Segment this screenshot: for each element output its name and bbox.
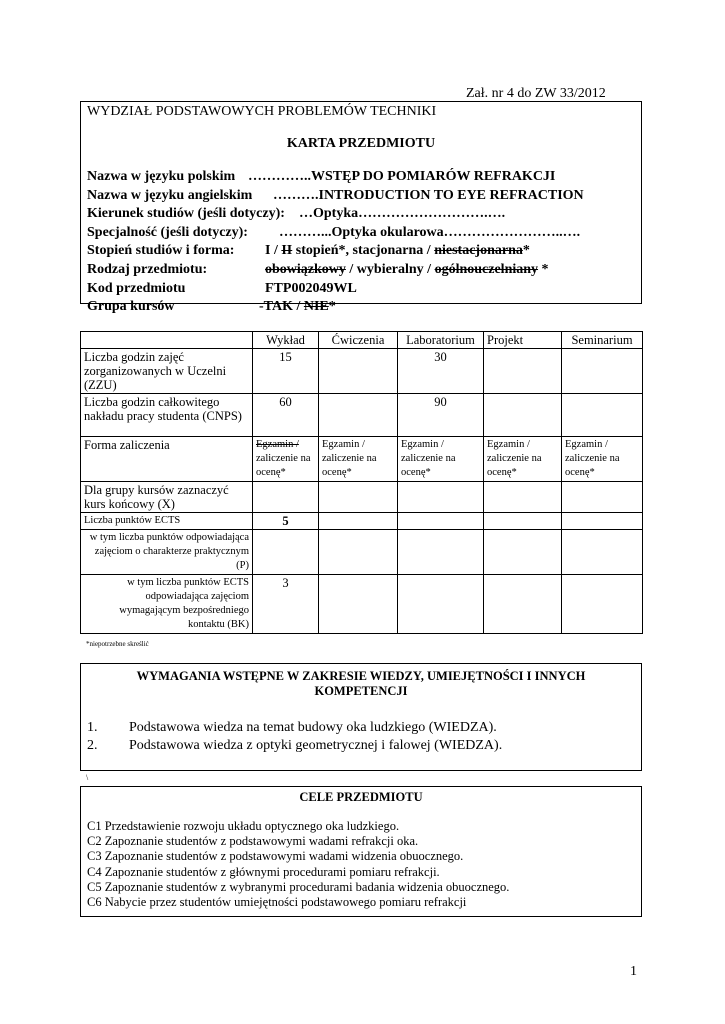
- header-seminar: Seminarium: [562, 332, 643, 349]
- name-en-value: ……….INTRODUCTION TO EYE REFRACTION: [273, 187, 584, 203]
- level-row: [87, 242, 635, 261]
- cnps-seminar: [562, 394, 643, 437]
- p-seminar: [562, 530, 643, 575]
- table-row: [81, 482, 643, 513]
- form-lab: Egzamin / zaliczenie na ocenę*: [398, 437, 484, 482]
- course-header-box: [80, 101, 642, 315]
- attachment-note: Zał. nr 4 do ZW 33/2012: [466, 86, 606, 101]
- goals-title: CELE PRZEDMIOTU: [299, 790, 423, 804]
- final-lecture: [253, 482, 319, 513]
- list-number: 1.: [87, 720, 98, 735]
- list-number: 2.: [87, 738, 98, 753]
- group-asterisk: *: [328, 299, 336, 315]
- list-text: Podstawowa wiedza z optyki geometrycznej i falowej (WIEDZA).: [129, 738, 503, 753]
- form-lecture-exam-struck: Egzamin /: [256, 439, 299, 450]
- course-info: [87, 168, 635, 317]
- p-project: [484, 530, 562, 575]
- list-item: C3 Zapoznanie studentów z podstawowymi wadami widzenia obuocznego.: [87, 849, 464, 864]
- goals-box: [80, 786, 642, 917]
- name-en-row: [87, 187, 635, 206]
- form-exercises: Egzamin / zaliczenie na ocenę*: [319, 437, 398, 482]
- p-lecture: [253, 530, 319, 575]
- final-project: [484, 482, 562, 513]
- bk-lecture: 3: [253, 575, 319, 634]
- p-exercises: [319, 530, 398, 575]
- row-label-zzu: Liczba godzin zajęć zorganizowanych w Uczelni (ZZU): [81, 349, 253, 394]
- group-label: Grupa kursów: [87, 299, 175, 315]
- name-pl-label: Nazwa w języku polskim: [87, 169, 236, 184]
- cnps-lecture: 60: [253, 394, 319, 437]
- level-part-time-struck: niestacjonarna: [434, 243, 523, 259]
- type-elective: / wybieralny /: [349, 261, 432, 277]
- table-row: [81, 513, 643, 530]
- requirements-title: WYMAGANIA WSTĘPNE W ZAKRESIE WIEDZY, UMIEJĘTNOŚCI I INNYCH KOMPETENCJI: [136, 669, 586, 698]
- ects-exercises: [319, 513, 398, 530]
- header-project: Projekt: [484, 332, 562, 349]
- type-mandatory-struck: obowiązkowy: [265, 261, 346, 277]
- goals-list: [81, 819, 641, 910]
- header-lecture: Wykład: [253, 332, 319, 349]
- form-lecture-rest: zaliczenie na ocenę*: [256, 453, 311, 478]
- table-row: [81, 349, 643, 394]
- cnps-project: [484, 394, 562, 437]
- row-label-bk: w tym liczba punktów ECTS odpowiadająca zajęciom wymagającym bezpośredniego kontaktu (BK): [81, 575, 253, 634]
- type-row: [87, 261, 635, 280]
- footnote: *niepotrzebne skreślić: [86, 640, 149, 648]
- code-label: Kod przedmiotu: [87, 280, 186, 296]
- level-first: I /: [265, 243, 278, 259]
- row-label-form: Forma zaliczenia: [81, 437, 253, 482]
- level-asterisk: *: [522, 243, 530, 259]
- requirements-list: [81, 719, 641, 755]
- group-row: [87, 298, 635, 317]
- list-item: [81, 719, 641, 737]
- hours-table: [80, 331, 643, 634]
- card-title: KARTA PRZEDMIOTU: [286, 136, 436, 151]
- ects-project: [484, 513, 562, 530]
- name-pl-row: [87, 168, 635, 187]
- bk-seminar: [562, 575, 643, 634]
- table-row: [81, 575, 643, 634]
- header-empty: [81, 332, 253, 349]
- table-row: [81, 437, 643, 482]
- specialty-label: Specjalność (jeśli dotyczy):: [87, 224, 248, 240]
- list-item: C6 Nabycie przez studentów umiejętności podstawowego pomiaru refrakcji: [87, 895, 467, 910]
- cnps-exercises: [319, 394, 398, 437]
- final-exercises: [319, 482, 398, 513]
- form-lecture: [253, 437, 319, 482]
- list-item: [81, 737, 641, 755]
- cnps-lab: 90: [398, 394, 484, 437]
- list-item: C2 Zapoznanie studentów z podstawowymi wadami refrakcji oka.: [87, 834, 419, 849]
- type-label: Rodzaj przedmiotu:: [87, 261, 208, 277]
- bk-lab: [398, 575, 484, 634]
- row-label-practical: w tym liczba punktów odpowiadająca zajęciom o charakterze praktycznym (P): [81, 530, 253, 575]
- name-pl-value: …………..WSTĘP DO POMIARÓW REFRAKCJI: [248, 169, 556, 184]
- type-asterisk: *: [541, 261, 549, 277]
- zzu-lecture: 15: [253, 349, 319, 394]
- code-value: FTP002049WL: [265, 280, 357, 296]
- direction-row: [87, 205, 635, 224]
- table-row: [81, 394, 643, 437]
- ects-lecture: 5: [253, 513, 319, 530]
- specialty-row: [87, 224, 635, 243]
- zzu-lab: 30: [398, 349, 484, 394]
- level-second-struck: II: [281, 243, 293, 259]
- group-no-struck: NIE: [303, 299, 329, 315]
- table-header-row: [81, 332, 643, 349]
- faculty-name: WYDZIAŁ PODSTAWOWYCH PROBLEMÓW TECHNIKI: [87, 104, 437, 119]
- row-label-cnps: Liczba godzin całkowitego nakładu pracy studenta (CNPS): [81, 394, 253, 437]
- ects-lab: [398, 513, 484, 530]
- requirements-box: [80, 663, 642, 771]
- p-lab: [398, 530, 484, 575]
- row-label-ects: Liczba punktów ECTS: [81, 513, 253, 530]
- list-item: C5 Zapoznanie studentów z wybranymi procedurami badania widzenia obuocznego.: [87, 879, 510, 894]
- row-label-final: Dla grupy kursów zaznaczyć kurs końcowy (X): [81, 482, 253, 513]
- form-project: Egzamin / zaliczenie na ocenę*: [484, 437, 562, 482]
- bk-exercises: [319, 575, 398, 634]
- name-en-label: Nazwa w języku angielskim: [87, 187, 253, 203]
- zzu-seminar: [562, 349, 643, 394]
- level-rest: stopień*, stacjonarna /: [295, 243, 431, 259]
- group-yes: -TAK /: [259, 299, 301, 315]
- list-item: C1 Przedstawienie rozwoju układu optycznego oka ludzkiego.: [87, 819, 400, 833]
- header-exercises: Ćwiczenia: [319, 332, 398, 349]
- final-lab: [398, 482, 484, 513]
- list-item: C4 Zapoznanie studentów z głównymi procedurami pomiaru refrakcji.: [87, 864, 440, 879]
- list-text: Podstawowa wiedza na temat budowy oka ludzkiego (WIEDZA).: [129, 720, 497, 735]
- direction-value: …Optyka……………………….….: [299, 206, 506, 222]
- zzu-project: [484, 349, 562, 394]
- code-row: [87, 280, 635, 299]
- level-label: Stopień studiów i forma:: [87, 243, 235, 259]
- direction-label: Kierunek studiów (jeśli dotyczy):: [87, 206, 285, 222]
- type-general-struck: ogólnouczelniany: [434, 261, 539, 277]
- page-number: 1: [630, 964, 637, 979]
- specialty-value: ………...Optyka okularowa……………………..….: [279, 224, 581, 240]
- bk-project: [484, 575, 562, 634]
- zzu-exercises: [319, 349, 398, 394]
- final-seminar: [562, 482, 643, 513]
- ects-seminar: [562, 513, 643, 530]
- table-row: [81, 530, 643, 575]
- header-laboratory: Laboratorium: [398, 332, 484, 349]
- stray-mark: \: [86, 773, 89, 782]
- form-seminar: Egzamin / zaliczenie na ocenę*: [562, 437, 643, 482]
